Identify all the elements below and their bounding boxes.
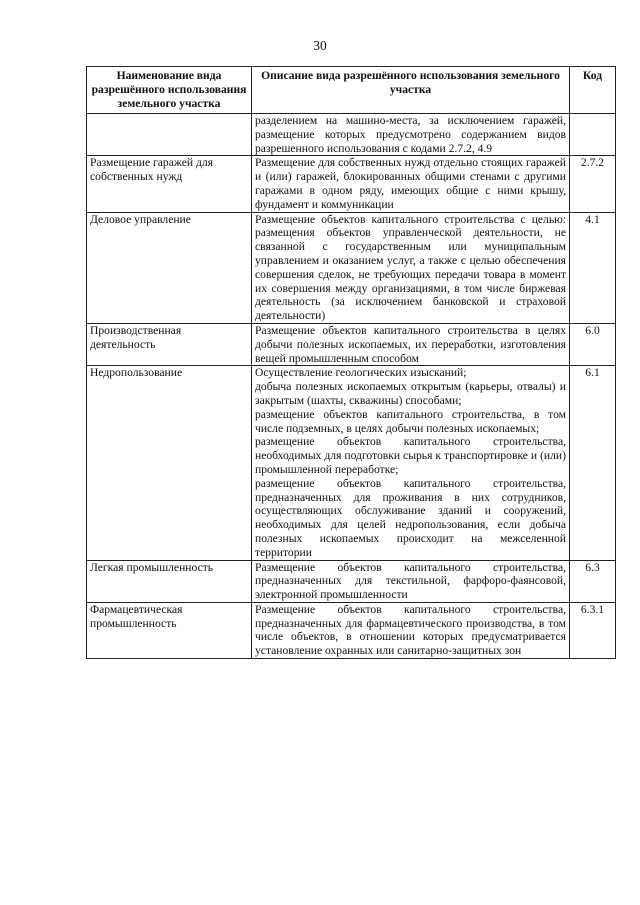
table-header-row bbox=[87, 67, 616, 114]
description-line: Осуществление геологических изысканий; bbox=[255, 366, 467, 380]
row-name: Фармацевтическая промышленность bbox=[87, 602, 252, 658]
row-name: Деловое управление bbox=[87, 212, 252, 323]
table-row bbox=[87, 560, 616, 602]
row-name: Легкая промышленность bbox=[87, 560, 252, 602]
row-name: Производственная деятельность bbox=[87, 323, 252, 365]
table-row bbox=[87, 323, 616, 365]
row-code: 6.3 bbox=[570, 560, 616, 602]
header-description: Описание вида разрешённого использования земельного участка bbox=[252, 67, 570, 114]
table-row bbox=[87, 602, 616, 658]
row-code bbox=[570, 114, 616, 156]
row-code: 6.1 bbox=[570, 366, 616, 560]
row-name: Размещение гаражей для собственных нужд bbox=[87, 156, 252, 212]
description-line: размещение объектов капитального строительства, предназначенных для проживания в них сотрудников, осуществляющих обслуживание зданий и сооружений, необходимых для целей недропользования, если добыча полезных ископаемых происходит на межселенной территории bbox=[255, 476, 566, 559]
table-row bbox=[87, 366, 616, 560]
description-line: размещение объектов капитального строительства, в том числе подземных, в целях добычи полезных ископаемых; bbox=[255, 407, 566, 435]
row-description: Размещение объектов капитального строительства с целью: размещения объектов управленческой деятельности, не связанной с государственным или муниципальным управлением и оказанием услуг, а также с целью обеспечения совершения сделок, не требующих передачи товара в момент их совершения между организациями, в том числе биржевая деятельность (за исключением банковской и страховой деятельности) bbox=[252, 212, 570, 323]
row-description: Размещение объектов капитального строительства, предназначенных для фармацевтического производства, в том числе объектов, в отношении которых предусматривается установление охранных или санитарно-защитных зон bbox=[252, 602, 570, 658]
row-code: 4.1 bbox=[570, 212, 616, 323]
header-name: Наименование вида разрешённого использования земельного участка bbox=[87, 67, 252, 114]
header-code: Код bbox=[570, 67, 616, 114]
row-code: 6.0 bbox=[570, 323, 616, 365]
description-line: размещение объектов капитального строительства, необходимых для подготовки сырья к транспортировке и (или) промышленной переработке; bbox=[255, 435, 566, 476]
row-code: 2.7.2 bbox=[570, 156, 616, 212]
row-description: Размещение объектов капитального строительства, предназначенных для текстильной, фарфоро-фаянсовой, электронной промышленности bbox=[252, 560, 570, 602]
table-row bbox=[87, 156, 616, 212]
row-description bbox=[252, 366, 570, 560]
row-description: Размещение для собственных нужд отдельно стоящих гаражей и (или) гаражей, блокированных общими стенами с другими гаражами в одном ряду, имеющих общие с ними крышу, фундамент и коммуникации bbox=[252, 156, 570, 212]
row-description: разделением на машино-места, за исключением гаражей, размещение которых предусмотрено содержанием видов разрешенного использования с кодами 2.7.2, 4.9 bbox=[252, 114, 570, 156]
row-code: 6.3.1 bbox=[570, 602, 616, 658]
row-name: Недропользование bbox=[87, 366, 252, 560]
land-use-table bbox=[86, 66, 616, 659]
table-row bbox=[87, 212, 616, 323]
row-description: Размещение объектов капитального строительства в целях добычи полезных ископаемых, их переработки, изготовления вещей промышленным способом bbox=[252, 323, 570, 365]
table-row bbox=[87, 114, 616, 156]
row-name bbox=[87, 114, 252, 156]
description-line: добыча полезных ископаемых открытым (карьеры, отвалы) и закрытым (шахты, скважины) способами; bbox=[255, 380, 566, 407]
page-number: 30 bbox=[313, 38, 327, 53]
